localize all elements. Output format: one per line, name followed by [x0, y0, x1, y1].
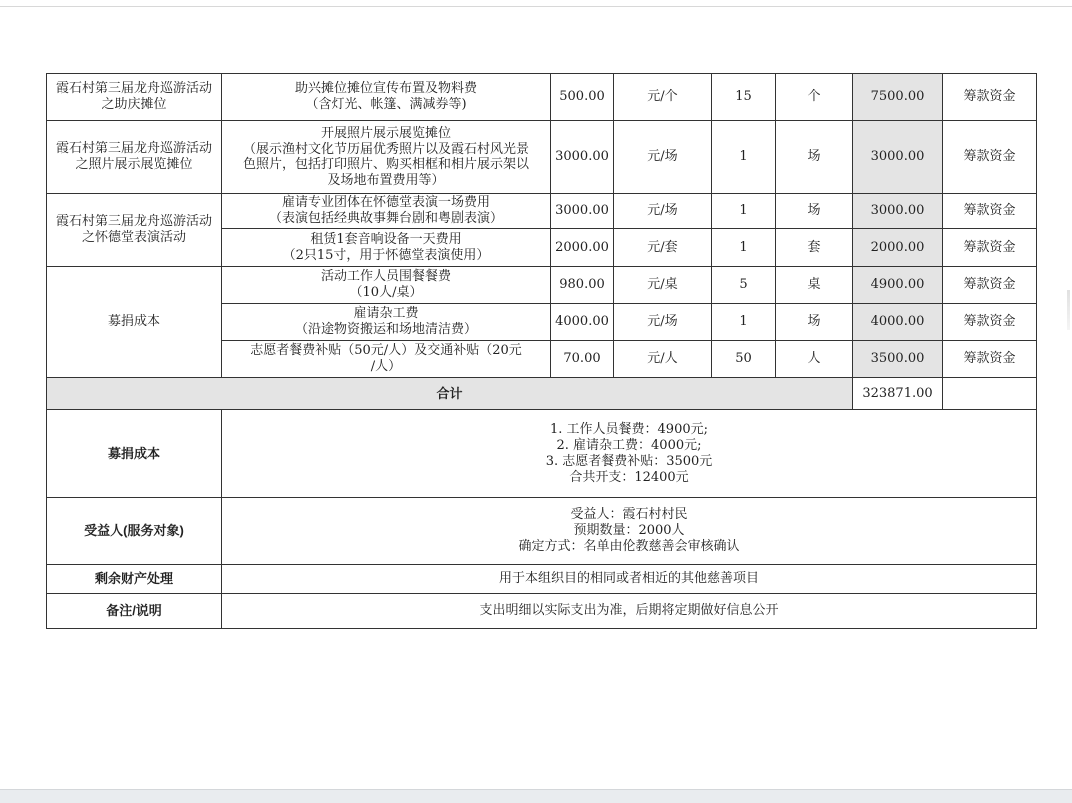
- price-cell: 3000.00: [551, 121, 614, 194]
- activity-cell: 霞石村第三届龙舟巡游活动之助庆摊位: [47, 74, 222, 121]
- amount-cell: 2000.00: [853, 229, 943, 267]
- price-cell: 70.00: [551, 341, 614, 378]
- remarks-content: 支出明细以实际支出为准，后期将定期做好信息公开: [222, 594, 1037, 629]
- amount-cell: 7500.00: [853, 74, 943, 121]
- activity-cell: 霞石村第三届龙舟巡游活动之怀德堂表演活动: [47, 194, 222, 267]
- item-line: 助兴摊位摊位宣传布置及物料费: [294, 81, 477, 96]
- item-cell: [222, 229, 551, 267]
- qty-cell: 50: [712, 341, 776, 378]
- item-line: 色照片，包括打印照片、购买相框和相片展示架以: [242, 157, 529, 172]
- surplus-label: 剩余财产处理: [47, 565, 222, 594]
- item-line: （2只15寸，用于怀德堂表演使用）: [282, 247, 490, 263]
- item-line: （含灯光、帐篷、满减券等): [305, 97, 467, 112]
- price-unit-cell: 元/人: [614, 341, 712, 378]
- scan-bottom-edge: [0, 789, 1072, 803]
- table-row: [47, 267, 1037, 304]
- amount-cell: 3500.00: [853, 341, 943, 378]
- beneficiary-line: 受益人：霞石村村民: [570, 507, 688, 522]
- table-row: [47, 194, 1037, 229]
- item-line: 租赁1套音响设备一天费用: [310, 231, 462, 247]
- unit-cell: 人: [776, 341, 853, 378]
- item-line: 开展照片展示展览摊位: [320, 126, 451, 141]
- price-cell: 500.00: [551, 74, 614, 121]
- item-cell: [222, 74, 551, 121]
- qty-cell: 1: [712, 121, 776, 194]
- item-line: （表演包括经典故事舞台剧和粤剧表演）: [268, 211, 503, 226]
- source-cell: 筹款资金: [943, 229, 1037, 267]
- beneficiary-content: [222, 498, 1037, 565]
- qty-cell: 1: [712, 229, 776, 267]
- item-cell: [222, 194, 551, 229]
- beneficiary-label: 受益人(服务对象): [47, 498, 222, 565]
- amount-cell: 3000.00: [853, 121, 943, 194]
- scan-artifact: [1067, 290, 1070, 330]
- activity-cell: 募捐成本: [47, 267, 222, 378]
- source-cell: 筹款资金: [943, 194, 1037, 229]
- item-line: /人）: [370, 359, 402, 374]
- beneficiary-line: 确定方式：名单由伦教慈善会审核确认: [518, 539, 740, 554]
- unit-cell: 场: [776, 121, 853, 194]
- price-unit-cell: 元/场: [614, 121, 712, 194]
- surplus-row: [47, 565, 1037, 594]
- total-label: 合计: [47, 378, 853, 410]
- item-line: 活动工作人员围餐餐费: [320, 269, 451, 284]
- item-cell: [222, 121, 551, 194]
- price-unit-cell: 元/个: [614, 74, 712, 121]
- item-cell: [222, 304, 551, 341]
- item-cell: [222, 267, 551, 304]
- amount-cell: 4900.00: [853, 267, 943, 304]
- fundraising-cost-label: 募捐成本: [47, 410, 222, 498]
- source-cell: 筹款资金: [943, 74, 1037, 121]
- remarks-label: 备注/说明: [47, 594, 222, 629]
- price-unit-cell: 元/桌: [614, 267, 712, 304]
- fundraising-cost-line: 1. 工作人员餐费：4900元;: [550, 421, 708, 437]
- surplus-content: 用于本组织目的相同或者相近的其他慈善项目: [222, 565, 1037, 594]
- item-cell: [222, 341, 551, 378]
- activity-cell: 霞石村第三届龙舟巡游活动之照片展示展览摊位: [47, 121, 222, 194]
- unit-cell: 套: [776, 229, 853, 267]
- fundraising-cost-line: 2. 雇请杂工费：4000元;: [556, 437, 702, 453]
- fundraising-cost-content: [222, 410, 1037, 498]
- item-line: 雇请杂工费: [353, 306, 419, 321]
- amount-cell: 3000.00: [853, 194, 943, 229]
- item-line: （展示渔村文化节历届优秀照片以及霞石村风光景: [242, 141, 529, 157]
- fundraising-cost-row: [47, 410, 1037, 498]
- unit-cell: 场: [776, 194, 853, 229]
- item-line: （10人/桌）: [349, 285, 423, 300]
- unit-cell: 个: [776, 74, 853, 121]
- fundraising-cost-line: 3. 志愿者餐费补贴：3500元: [545, 453, 713, 469]
- table-row: [47, 121, 1037, 194]
- qty-cell: 5: [712, 267, 776, 304]
- unit-cell: 场: [776, 304, 853, 341]
- qty-cell: 1: [712, 194, 776, 229]
- scan-top-edge: [0, 6, 1072, 7]
- price-cell: 2000.00: [551, 229, 614, 267]
- price-cell: 3000.00: [551, 194, 614, 229]
- source-cell: 筹款资金: [943, 304, 1037, 341]
- item-line: 志愿者餐费补贴（50元/人）及交通补贴（20元: [250, 343, 522, 358]
- table-row: [47, 74, 1037, 121]
- item-line: 及场地布置费用等）: [327, 172, 445, 188]
- price-unit-cell: 元/场: [614, 304, 712, 341]
- beneficiary-line: 预期数量：2000人: [573, 523, 685, 538]
- price-unit-cell: 元/场: [614, 194, 712, 229]
- source-cell: 筹款资金: [943, 341, 1037, 378]
- item-line: （沿途物资搬运和场地清洁费）: [294, 322, 477, 337]
- item-line: 雇请专业团体在怀德堂表演一场费用: [281, 195, 490, 210]
- total-empty-cell: [943, 378, 1037, 410]
- price-unit-cell: 元/套: [614, 229, 712, 267]
- unit-cell: 桌: [776, 267, 853, 304]
- amount-cell: 4000.00: [853, 304, 943, 341]
- price-cell: 4000.00: [551, 304, 614, 341]
- total-amount: 323871.00: [853, 378, 943, 410]
- remarks-row: [47, 594, 1037, 629]
- qty-cell: 1: [712, 304, 776, 341]
- qty-cell: 15: [712, 74, 776, 121]
- total-row: [47, 378, 1037, 410]
- fundraising-cost-line: 合共开支：12400元: [569, 469, 689, 485]
- budget-table: [46, 73, 1037, 629]
- beneficiary-row: [47, 498, 1037, 565]
- source-cell: 筹款资金: [943, 121, 1037, 194]
- source-cell: 筹款资金: [943, 267, 1037, 304]
- price-cell: 980.00: [551, 267, 614, 304]
